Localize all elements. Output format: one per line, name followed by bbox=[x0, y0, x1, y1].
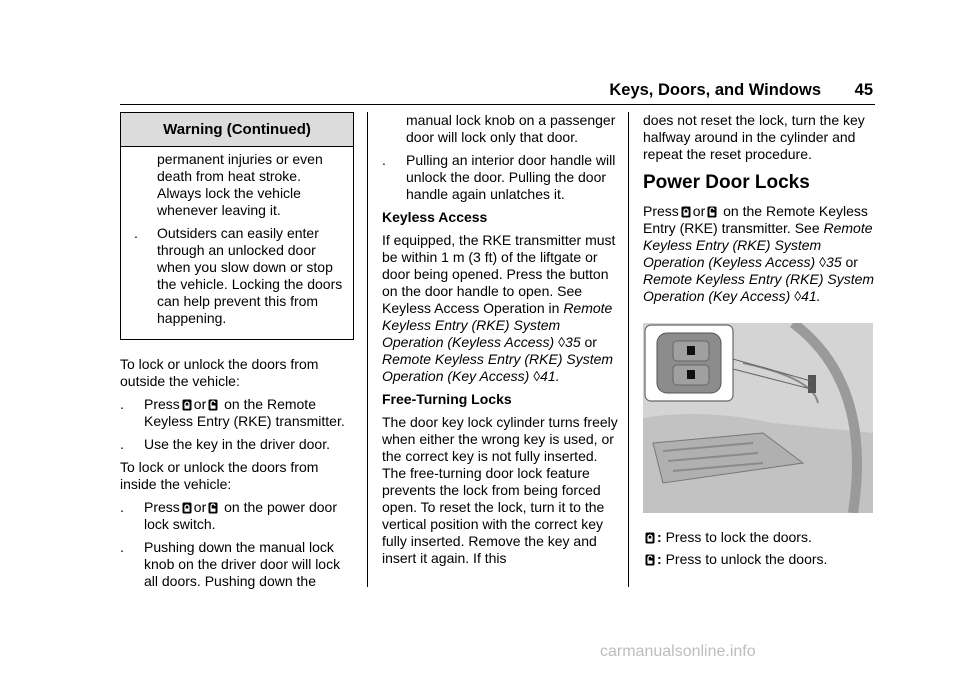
warning-body bbox=[121, 147, 353, 339]
continued-text: does not reset the lock, turn the key halfway around in the cylinder and repeat the reset procedure. bbox=[643, 112, 865, 162]
text-or: or bbox=[584, 334, 597, 350]
text-rest: on the Remote Keyless Entry (RKE) transmitter. bbox=[144, 396, 345, 429]
page-ref[interactable]: 35 bbox=[826, 254, 842, 270]
list-item-continued bbox=[382, 112, 618, 146]
lock-icon bbox=[182, 399, 192, 411]
warning-bullet-text: Outsiders can easily enter through an unlocked door when you slow down or stop the vehicle. Locking the doors can help prevent this from happening. bbox=[157, 225, 343, 326]
subheading-keyless: Keyless Access bbox=[382, 209, 488, 225]
legend-colon: : bbox=[657, 529, 662, 545]
list-item bbox=[120, 436, 356, 453]
cross-ref-link[interactable]: Remote Keyless Entry (RKE) System Operation (Key Access) bbox=[382, 351, 614, 384]
legend-colon: : bbox=[657, 551, 662, 567]
text-press: Press bbox=[144, 499, 180, 515]
text-rest: on the Remote Keyless Entry (RKE) transmitter. See bbox=[643, 203, 868, 236]
door-panel-drawing bbox=[643, 323, 873, 513]
page-header bbox=[120, 82, 875, 105]
text-press: Press bbox=[144, 396, 180, 412]
text-or: or bbox=[193, 499, 207, 515]
unlock-icon bbox=[645, 554, 655, 566]
lock-icon bbox=[681, 206, 691, 218]
list-item bbox=[382, 152, 618, 203]
legend-text: Press to lock the doors. bbox=[665, 529, 812, 545]
text-or: or bbox=[193, 396, 207, 412]
bullet-dot: . bbox=[382, 152, 386, 168]
bullet-dot: . bbox=[120, 396, 124, 412]
free-turning-paragraph: The door key lock cylinder turns freely when either the wrong key is used, or the correct key is not fully inserted. The free-turning door lock feature prevents the lock from being forced open. To reset the lock, turn it to the vertical position with the correct key fully inserted. Remove the key and insert it again. If this bbox=[382, 414, 618, 566]
page-number: 45 bbox=[854, 81, 873, 99]
lock-icon bbox=[645, 532, 655, 544]
cross-ref-link[interactable]: Remote Keyless Entry (RKE) System Operation (Keyless Access) bbox=[643, 220, 873, 270]
subheading-free-turning: Free-Turning Locks bbox=[382, 391, 512, 407]
bullet-dot: . bbox=[134, 225, 138, 241]
unlock-icon bbox=[208, 399, 218, 411]
column-divider bbox=[628, 112, 629, 587]
period: . bbox=[555, 368, 560, 384]
page-ref[interactable]: 35 bbox=[565, 334, 581, 350]
cross-ref-link[interactable]: Remote Keyless Entry (RKE) System Operation (Key Access) bbox=[643, 271, 875, 304]
list-item bbox=[120, 499, 356, 533]
text-or: or bbox=[845, 254, 858, 270]
page-ref[interactable]: 41 bbox=[540, 368, 556, 384]
page-ref-icon: ◊ bbox=[533, 368, 541, 384]
door-lock-switch-illustration bbox=[643, 323, 873, 513]
text-or: or bbox=[692, 203, 706, 219]
page-ref-icon: ◊ bbox=[794, 288, 802, 304]
bullet-dot: . bbox=[120, 436, 124, 452]
text: If equipped, the RKE transmitter must be within 1 m (3 ft) of the liftgate or door being opened. Press the button on the door handle to open. See Keyless Access Operation in bbox=[382, 232, 616, 316]
column-divider bbox=[367, 112, 368, 587]
legend-text: Press to unlock the doors. bbox=[665, 551, 828, 567]
lock-icon bbox=[182, 502, 192, 514]
warning-bullet bbox=[134, 225, 345, 327]
unlock-icon bbox=[707, 206, 717, 218]
column-1 bbox=[120, 112, 356, 596]
text-b4: Pushing down the manual lock knob on the driver door will lock all doors. Pushing down the bbox=[144, 539, 341, 589]
section-title: Keys, Doors, and Windows bbox=[609, 81, 821, 99]
bullet-dot: . bbox=[120, 539, 124, 555]
text-cont: manual lock knob on a passenger door will lock only that door. bbox=[406, 112, 616, 145]
text-press: Press bbox=[643, 203, 679, 219]
section-heading: Power Door Locks bbox=[643, 172, 810, 193]
warning-text: permanent injuries or even death from heat stroke. Always lock the vehicle whenever leaving it. bbox=[157, 151, 323, 218]
text-rest: on the power door lock switch. bbox=[144, 499, 337, 532]
list-item bbox=[120, 539, 356, 590]
power-locks-paragraph bbox=[643, 203, 875, 305]
unlock-icon bbox=[208, 502, 218, 514]
bullet-dot: . bbox=[120, 499, 124, 515]
text-b5: Pulling an interior door handle will unlock the door. Pulling the door handle again unlatches it. bbox=[406, 152, 616, 202]
period: . bbox=[816, 288, 821, 304]
list-item bbox=[120, 396, 356, 430]
warning-title: Warning (Continued) bbox=[121, 113, 353, 147]
legend-lock bbox=[643, 529, 875, 546]
column-2 bbox=[382, 112, 618, 573]
outside-intro: To lock or unlock the doors from outside the vehicle: bbox=[120, 356, 319, 389]
page-ref-icon: ◊ bbox=[558, 334, 566, 350]
keyless-paragraph bbox=[382, 232, 618, 385]
watermark: carmanualsonline.info bbox=[600, 643, 756, 660]
page-ref-icon: ◊ bbox=[819, 254, 827, 270]
cross-ref-link[interactable]: Remote Keyless Entry (RKE) System Operation (Keyless Access) bbox=[382, 300, 613, 350]
warning-box bbox=[120, 112, 354, 340]
page-ref[interactable]: 41 bbox=[801, 288, 817, 304]
column-3 bbox=[643, 112, 875, 573]
text-b2: Use the key in the driver door. bbox=[144, 436, 330, 452]
legend-unlock bbox=[643, 551, 875, 568]
inside-intro: To lock or unlock the doors from inside the vehicle: bbox=[120, 459, 319, 492]
